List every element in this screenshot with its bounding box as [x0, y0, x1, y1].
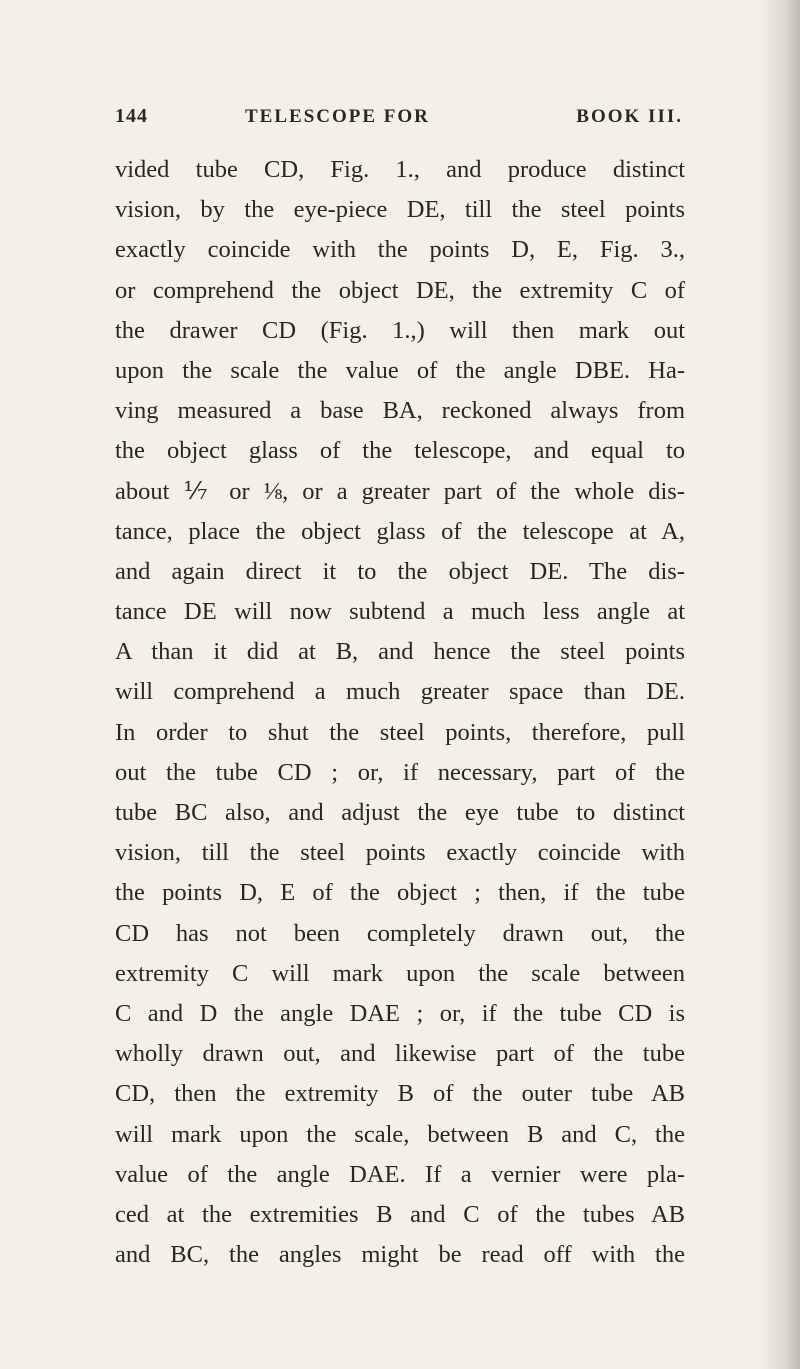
text-line: the object glass of the telescope, and equal to [115, 437, 685, 465]
text-line: In order to shut the steel points, therefore, pull [115, 718, 685, 746]
text-line: out the tube CD ; or, if necessary, part of the [115, 758, 685, 786]
text-line: wholly drawn out, and likewise part of the tube [115, 1040, 685, 1068]
text-line: will mark upon the scale, between B and C, the [115, 1120, 685, 1148]
text-line: the points D, E of the object ; then, if the tube [115, 879, 685, 907]
text-line: upon the scale the value of the angle DBE. Ha- [115, 356, 685, 384]
text-line: about ⅐ or ⅛, or a greater part of the whole dis- [115, 477, 685, 505]
text-line: extremity C will mark upon the scale between [115, 959, 685, 987]
text-line: CD, then the extremity B of the outer tube AB [115, 1080, 685, 1108]
text-line: value of the angle DAE. If a vernier were pla- [115, 1160, 685, 1188]
page-number: 144 [115, 105, 148, 127]
text-line: A than it did at B, and hence the steel points [115, 638, 685, 666]
running-head [115, 105, 683, 137]
text-line: tance DE will now subtend a much less angle at [115, 598, 685, 626]
text-line: vision, till the steel points exactly coincide with [115, 839, 685, 867]
text-line: CD has not been completely drawn out, the [115, 919, 685, 947]
text-line: ving measured a base BA, reckoned always from [115, 397, 685, 425]
text-line: C and D the angle DAE ; or, if the tube CD is [115, 999, 685, 1027]
text-line: vided tube CD, Fig. 1., and produce distinct [115, 156, 685, 183]
text-line: and again direct it to the object DE. The dis- [115, 557, 685, 585]
running-title: TELESCOPE FOR [245, 106, 430, 127]
text-line: tube BC also, and adjust the eye tube to distinct [115, 799, 685, 826]
text-line: or comprehend the object DE, the extremity C of [115, 276, 685, 304]
text-line: and BC, the angles might be read off with the [115, 1241, 685, 1269]
text-line: tance, place the object glass of the telescope at A, [115, 517, 685, 545]
text-line: ced at the extremities B and C of the tubes AB [115, 1200, 685, 1228]
text-line: vision, by the eye-piece DE, till the steel points [115, 196, 685, 224]
body-text [115, 150, 685, 1275]
book-reference: BOOK III. [576, 106, 683, 127]
text-line: the drawer CD (Fig. 1.,) will then mark out [115, 316, 685, 344]
text-line: exactly coincide with the points D, E, Fig. 3., [115, 236, 685, 264]
text-line: will comprehend a much greater space than DE. [115, 678, 685, 706]
